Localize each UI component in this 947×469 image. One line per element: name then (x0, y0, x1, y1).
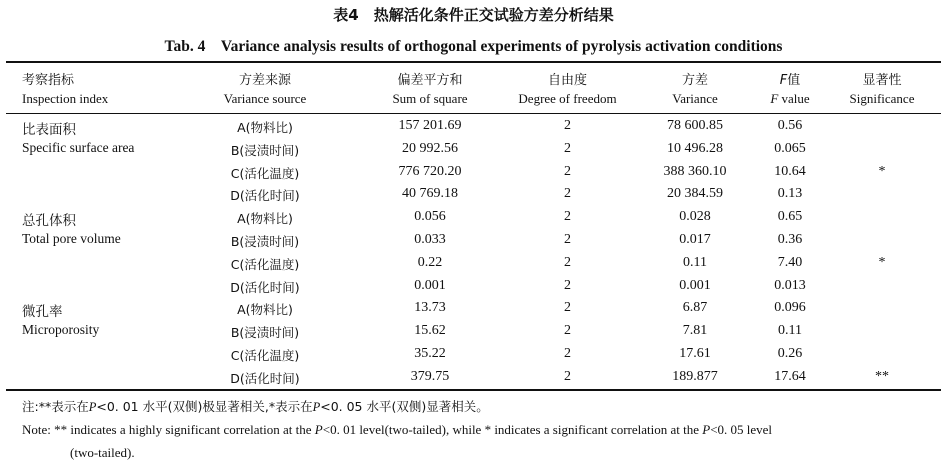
header-f-italic: F (779, 73, 788, 88)
cell-variance: 0.028 (679, 209, 711, 225)
cell-degree-of-freedom: 2 (564, 277, 571, 293)
cell-sum-of-square: 40 769.18 (402, 186, 458, 202)
cell-variance: 0.017 (679, 232, 711, 247)
cell-f-value: 10.64 (774, 163, 806, 179)
cell-f-value: 0.13 (777, 186, 803, 202)
header-cn: 显著性 (862, 73, 902, 88)
header-f-italic: F (770, 91, 779, 106)
cell-degree-of-freedom: 2 (564, 140, 571, 156)
cell-sum-of-square: 20 992.56 (402, 140, 458, 156)
cell-degree-of-freedom: 2 (564, 163, 571, 179)
header-sum-of-square (360, 72, 500, 108)
cell-variance-source: C(活化温度) (230, 348, 300, 363)
cell-variance: 17.61 (679, 346, 711, 361)
cell-variance-source: C(活化温度) (230, 256, 300, 272)
note-text: <0. 01 level(two-tailed), while * indicates a significant correlation at the (322, 422, 703, 437)
cell-variance-source: B(浸渍时间) (230, 142, 300, 158)
cell-variance: 0.001 (679, 277, 711, 293)
cell-sum-of-square: 0.033 (414, 232, 446, 247)
cell-f-value: 0.36 (777, 232, 803, 247)
cell-degree-of-freedom: 2 (564, 209, 571, 225)
header-cn: 值 (787, 73, 801, 88)
header-cn: 方差来源 (238, 73, 291, 88)
cell-variance-source: D(活化时间) (230, 279, 300, 295)
cell-f-value: 7.40 (777, 254, 803, 270)
cell-variance-source: B(浸渍时间) (230, 234, 300, 249)
cell-variance: 10 496.28 (667, 140, 723, 156)
cell-variance: 189.877 (672, 368, 718, 384)
cell-degree-of-freedom: 2 (564, 118, 571, 133)
header-variance-source (190, 72, 340, 108)
header-en: Variance source (223, 91, 307, 106)
cell-variance-source: B(浸渍时间) (230, 325, 300, 341)
inspection-index-cn: 比表面积 (22, 122, 76, 138)
cell-f-value: 0.65 (777, 209, 803, 225)
note-p: P (702, 422, 711, 437)
cell-degree-of-freedom: 2 (564, 368, 571, 384)
inspection-index-cn: 总孔体积 (22, 213, 76, 230)
header-cn: 考察指标 (22, 73, 75, 88)
cell-variance: 78 600.85 (667, 118, 723, 133)
cell-significance: * (878, 254, 886, 270)
cell-variance: 0.11 (683, 254, 707, 270)
cell-significance: ** (875, 368, 889, 384)
bottom-rule (6, 389, 941, 391)
cell-degree-of-freedom: 2 (564, 323, 571, 339)
cell-sum-of-square: 35.22 (414, 346, 446, 361)
header-en: Sum of square (392, 91, 468, 106)
header-en: Significance (849, 91, 915, 106)
note-en-line2: (two-tailed). (70, 445, 135, 460)
cell-variance: 20 384.59 (667, 186, 723, 202)
cell-sum-of-square: 0.001 (414, 277, 446, 293)
header-cn: 偏差平方和 (397, 73, 463, 88)
note-p: P (312, 400, 321, 414)
cell-f-value: 17.64 (774, 368, 806, 384)
note-text: Note: ** indicates a highly significant correlation at the (22, 422, 315, 437)
header-cn: 方差 (681, 73, 708, 88)
cell-sum-of-square: 15.62 (414, 323, 446, 339)
header-f-value (745, 72, 835, 108)
cell-sum-of-square: 157 201.69 (398, 118, 462, 133)
note-text: <0. 05 水平(双侧)显著相关。 (320, 399, 489, 414)
cell-degree-of-freedom: 2 (564, 300, 571, 316)
header-en: Degree of freedom (518, 91, 617, 106)
top-rule (6, 61, 941, 63)
header-en: Variance (672, 91, 718, 106)
cell-f-value: 0.56 (777, 118, 803, 133)
note-text: 注:**表示在 (22, 399, 89, 414)
cell-f-value: 0.11 (778, 323, 802, 339)
inspection-index-cn: 微孔率 (22, 304, 63, 321)
note-p: P (314, 422, 323, 437)
header-en: value (778, 91, 810, 106)
cell-f-value: 0.013 (774, 277, 806, 293)
cell-variance-source: A(物料比) (237, 302, 293, 318)
cell-variance: 7.81 (682, 323, 708, 339)
inspection-index-en: Microporosity (22, 322, 100, 338)
cell-variance-source: A(物料比) (237, 211, 293, 227)
header-rule (6, 113, 941, 114)
header-cn: 自由度 (547, 73, 587, 88)
header-en: Inspection index (22, 91, 109, 106)
note-text: <0. 05 level (710, 422, 773, 437)
note-text: <0. 01 水平(双侧)极显著相关,*表示在 (96, 399, 313, 414)
cell-sum-of-square: 13.73 (414, 300, 446, 316)
cell-variance-source: C(活化温度) (230, 165, 300, 181)
cell-f-value: 0.065 (774, 140, 806, 156)
header-degree-of-freedom (495, 72, 640, 108)
note-p: P (88, 400, 97, 414)
cell-f-value: 0.096 (774, 300, 806, 316)
cell-variance: 6.87 (682, 300, 708, 316)
header-variance (640, 72, 750, 108)
cell-degree-of-freedom: 2 (564, 254, 571, 270)
note-en (22, 422, 772, 438)
cell-sum-of-square: 776 720.20 (398, 163, 462, 179)
cell-f-value: 0.26 (777, 346, 803, 361)
cell-sum-of-square: 0.22 (417, 254, 443, 270)
table-title-en: Tab. 4 Variance analysis results of orthogonal experiments of pyrolysis activation conditions (164, 38, 783, 55)
note-cn (22, 397, 489, 415)
cell-degree-of-freedom: 2 (564, 186, 571, 202)
cell-variance: 388 360.10 (663, 163, 727, 179)
cell-variance-source: D(活化时间) (230, 188, 300, 204)
cell-degree-of-freedom: 2 (564, 346, 571, 361)
cell-sum-of-square: 0.056 (414, 209, 446, 225)
header-inspection-index (22, 72, 108, 108)
inspection-index-en: Total pore volume (22, 231, 121, 246)
cell-significance: * (878, 163, 886, 179)
cell-variance-source: A(物料比) (237, 120, 293, 135)
inspection-index-en: Specific surface area (22, 139, 135, 155)
cell-sum-of-square: 379.75 (410, 368, 450, 384)
table-title-cn: 表4 热解活化条件正交试验方差分析结果 (333, 6, 614, 24)
cell-degree-of-freedom: 2 (564, 232, 571, 247)
cell-variance-source: D(活化时间) (230, 370, 300, 386)
header-significance (832, 72, 932, 108)
